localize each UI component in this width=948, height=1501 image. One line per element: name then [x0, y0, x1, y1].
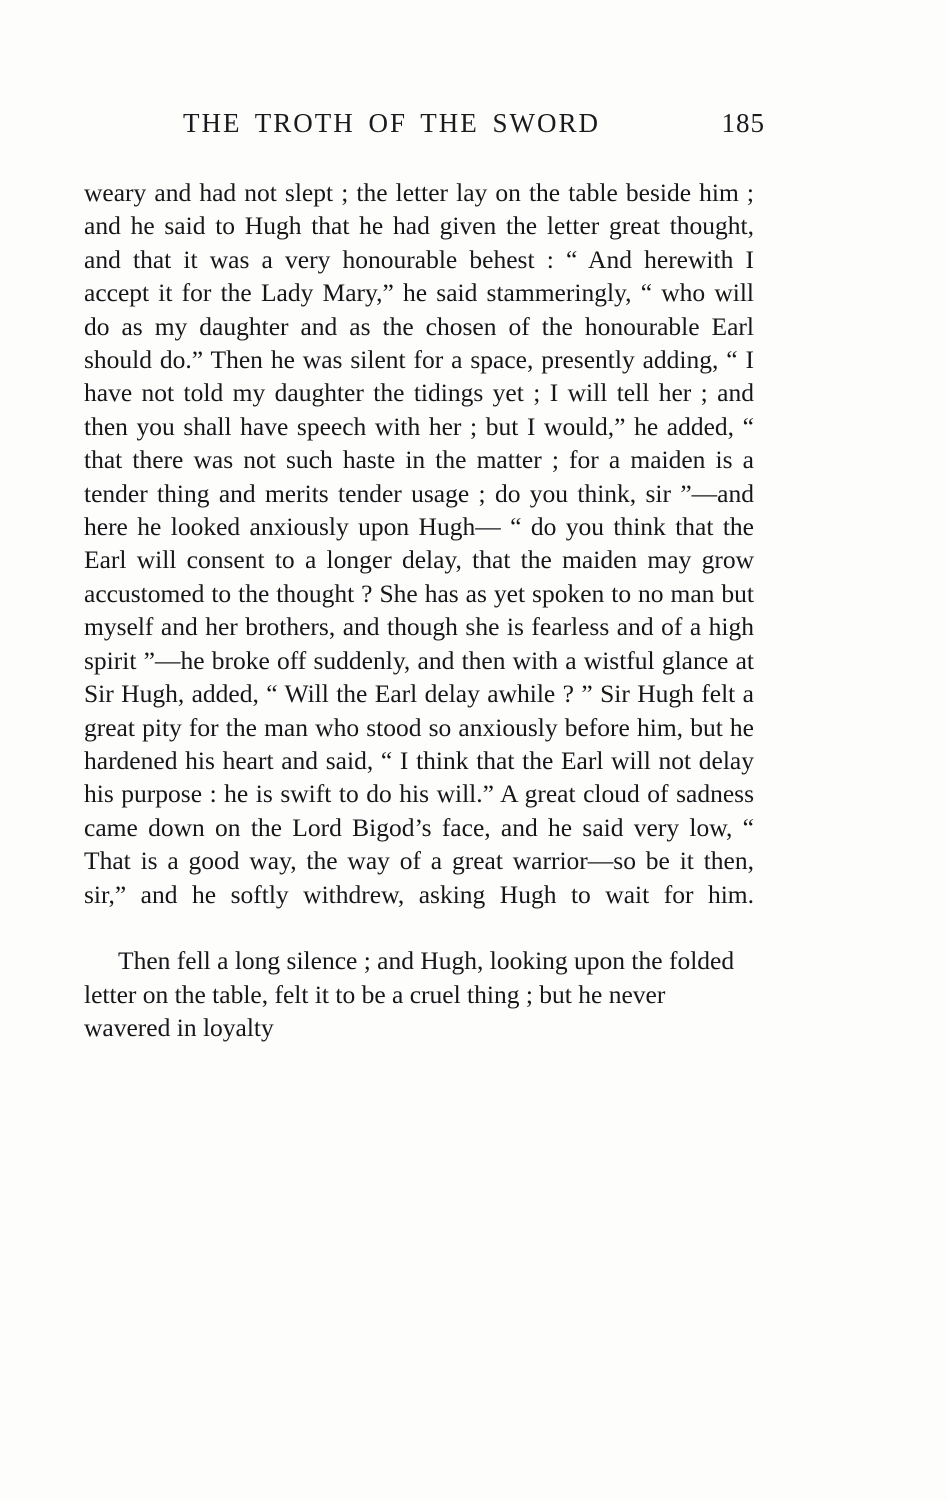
page-title: THE TROTH OF THE SWORD: [183, 108, 601, 138]
page-number: 185: [721, 108, 765, 138]
body-text: [84, 176, 754, 1045]
paragraph-1: weary and had not slept ; the letter lay on the table beside him ; and he said to Hugh that he had given the letter great thought, and that it was a very honourable behest : “ And herewith I accept it for the Lady Mary,” he said stammeringly, “ who will do as my daughter and as the chosen of the honourable Earl should do.” Then he was silent for a space, presently adding, “ I have not told my daughter the tidings yet ; I will tell her ; and then you shall have speech with her ; but I would,” he added, “ that there was not such haste in the matter ; for a maiden is a tender thing and merits tender usage ; do you think, sir ”—and here he looked anxiously upon Hugh— “ do you think that the Earl will consent to a longer delay, that the maiden may grow accustomed to the thought ? She has as yet spoken to no man but myself and her brothers, and though she is fearless and of a high spirit ”—he broke off suddenly, and then with a wistful glance at Sir Hugh, added, “ Will the Earl delay awhile ? ” Sir Hugh felt a great pity for the man who stood so anxiously before him, but he hardened his heart and said, “ I think that the Earl will not delay his purpose : he is swift to do his will.” A great cloud of sadness came down on the Lord Bigod’s face, and he said very low, “ That is a good way, the way of a great warrior—so be it then, sir,” and he softly withdrew, asking Hugh to wait for him.: [84, 178, 754, 909]
running-head: [0, 108, 948, 139]
paragraph-2: Then fell a long silence ; and Hugh, looking upon the folded letter on the table, felt it to be a cruel thing ; but he never wavered in loyalty: [84, 946, 735, 1043]
running-head-inner: [183, 108, 765, 139]
